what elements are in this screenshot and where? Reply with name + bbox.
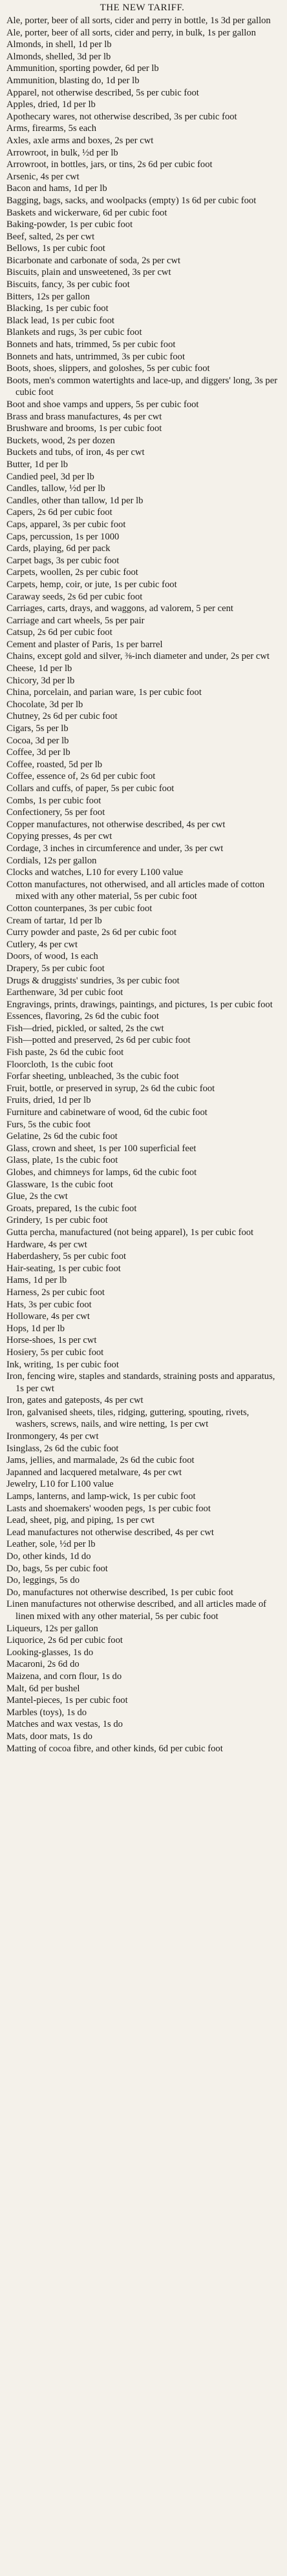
tariff-entry: Engravings, prints, drawings, paintings, and pictures, 1s per cubic foot bbox=[6, 999, 273, 1010]
tariff-entry: Bonnets and hats, untrimmed, 3s per cubic foot bbox=[6, 351, 186, 362]
tariff-entry: Carriages, carts, drays, and waggons, ad valorem, 5 per cent bbox=[6, 603, 233, 614]
tariff-entry: Liqueurs, 12s per gallon bbox=[6, 1623, 98, 1634]
tariff-entry: Jams, jellies, and marmalade, 2s 6d the cubic foot bbox=[6, 1455, 195, 1466]
tariff-entry: Cards, playing, 6d per pack bbox=[6, 543, 111, 554]
tariff-entry: Butter, 1d per lb bbox=[6, 459, 69, 470]
tariff-entry: Buckets and tubs, of iron, 4s per cwt bbox=[6, 447, 145, 458]
tariff-entry: Candles, tallow, ½d per lb bbox=[6, 483, 105, 494]
tariff-entry: Lasts and shoemakers' wooden pegs, 1s per cubic foot bbox=[6, 1503, 211, 1514]
tariff-entry: Forfar sheeting, unbleached, 3s the cubic foot bbox=[6, 1071, 179, 1082]
tariff-entry: Cordials, 12s per gallon bbox=[6, 855, 97, 866]
tariff-entry: Fish paste, 2s 6d the cubic foot bbox=[6, 1047, 124, 1058]
tariff-entry: Hair-seating, 1s per cubic foot bbox=[6, 1263, 121, 1274]
tariff-entry: Do, other kinds, 1d do bbox=[6, 1551, 91, 1562]
tariff-entry: Gelatine, 2s 6d the cubic foot bbox=[6, 1131, 118, 1142]
tariff-entry: Copper manufactures, not otherwise described, 4s per cwt bbox=[6, 819, 226, 830]
tariff-entry: Linen manufactures not otherwise described, and all articles made of linen mixed with any other material, 5s per cubic foot bbox=[6, 1599, 266, 1622]
tariff-entry: Candied peel, 3d per lb bbox=[6, 471, 94, 482]
tariff-entry: Malt, 6d per bushel bbox=[6, 1683, 80, 1694]
tariff-entry: Combs, 1s per cubic foot bbox=[6, 795, 101, 806]
tariff-entry: Lamps, lanterns, and lamp-wick, 1s per cubic foot bbox=[6, 1491, 196, 1502]
tariff-entry: Iron, galvanised sheets, tiles, ridging, guttering, spouting, rivets, washers, screws, nails, and wire netting, 1s per cwt bbox=[6, 1407, 250, 1430]
tariff-entry: Cigars, 5s per lb bbox=[6, 723, 69, 734]
tariff-entry: Fruits, dried, 1d per lb bbox=[6, 1095, 91, 1106]
tariff-entry: Candles, other than tallow, 1d per lb bbox=[6, 495, 144, 506]
tariff-entry: Beef, salted, 2s per cwt bbox=[6, 231, 95, 242]
tariff-entry: Boots, shoes, slippers, and goloshes, 5s per cubic foot bbox=[6, 363, 210, 374]
tariff-entry: Apothecary wares, not otherwise described, 3s per cubic foot bbox=[6, 111, 237, 122]
tariff-entry: Mats, door mats, 1s do bbox=[6, 1731, 92, 1742]
tariff-entry: Leather, sole, ½d per lb bbox=[6, 1539, 96, 1550]
tariff-entry: Caraway seeds, 2s 6d per cubic foot bbox=[6, 591, 143, 602]
tariff-entry: Isinglass, 2s 6d the cubic foot bbox=[6, 1443, 119, 1454]
tariff-entry: Brass and brass manufactures, 4s per cwt bbox=[6, 411, 162, 422]
tariff-entry: Bonnets and hats, trimmed, 5s per cubic foot bbox=[6, 339, 176, 350]
tariff-entry: Iron, gates and gateposts, 4s per cwt bbox=[6, 1395, 144, 1406]
tariff-entry: Drapery, 5s per cubic foot bbox=[6, 963, 105, 974]
tariff-entry: Blacking, 1s per cubic foot bbox=[6, 303, 109, 314]
tariff-entry: Bagging, bags, sacks, and woolpacks (empty) 1s 6d per cubic foot bbox=[6, 195, 257, 206]
tariff-entry: Cream of tartar, 1d per lb bbox=[6, 915, 102, 926]
tariff-entry: Clocks and watches, L10 for every L100 value bbox=[6, 867, 184, 878]
tariff-entry: Biscuits, plain and unsweetened, 3s per cwt bbox=[6, 267, 171, 278]
tariff-entry: Blankets and rugs, 3s per cubic foot bbox=[6, 327, 142, 338]
tariff-entry: Baskets and wickerware, 6d per cubic foot bbox=[6, 207, 167, 218]
tariff-entry: Essences, flavoring, 2s 6d the cubic foot bbox=[6, 1011, 159, 1022]
tariff-entry: Hops, 1d per lb bbox=[6, 1323, 65, 1334]
tariff-entry: Holloware, 4s per cwt bbox=[6, 1311, 90, 1322]
tariff-title: THE NEW TARIFF. bbox=[100, 3, 185, 13]
tariff-entry: Chicory, 3d per lb bbox=[6, 675, 75, 686]
tariff-entry: Matting of cocoa fibre, and other kinds, 6d per cubic foot bbox=[6, 1743, 223, 1754]
tariff-entry: Matches and wax vestas, 1s do bbox=[6, 1719, 123, 1730]
tariff-entry: China, porcelain, and parian ware, 1s per cubic foot bbox=[6, 687, 202, 698]
tariff-entry: Cocoa, 3d per lb bbox=[6, 735, 69, 746]
tariff-entry: Arms, firearms, 5s each bbox=[6, 123, 96, 134]
tariff-entry: Horse-shoes, 1s per cwt bbox=[6, 1335, 97, 1346]
tariff-entry: Floorcloth, 1s the cubic foot bbox=[6, 1059, 113, 1070]
tariff-entry: Hosiery, 5s per cubic foot bbox=[6, 1347, 104, 1358]
tariff-entry: Caps, percussion, 1s per 1000 bbox=[6, 531, 120, 542]
tariff-entry: Do, leggings, 5s do bbox=[6, 1575, 80, 1586]
tariff-entry: Carpet bags, 3s per cubic foot bbox=[6, 555, 120, 566]
tariff-entry: Looking-glasses, 1s do bbox=[6, 1647, 94, 1658]
tariff-entry: Cutlery, 4s per cwt bbox=[6, 939, 78, 950]
tariff-entry: Boots, men's common watertights and lace-up, and diggers' long, 3s per cubic foot bbox=[6, 375, 278, 398]
tariff-entry-list bbox=[6, 15, 278, 1755]
tariff-entry: Boot and shoe vamps and uppers, 5s per cubic foot bbox=[6, 399, 199, 410]
tariff-entry: Axles, axle arms and boxes, 2s per cwt bbox=[6, 135, 154, 146]
tariff-entry: Macaroni, 2s 6d do bbox=[6, 1659, 80, 1670]
tariff-entry: Carriage and cart wheels, 5s per pair bbox=[6, 615, 145, 626]
tariff-entry: Jewelry, L10 for L100 value bbox=[6, 1479, 114, 1490]
tariff-entry: Cordage, 3 inches in circumference and under, 3s per cwt bbox=[6, 843, 224, 854]
tariff-entry: Arrowroot, in bottles, jars, or tins, 2s 6d per cubic foot bbox=[6, 159, 213, 170]
tariff-entry: Mantel-pieces, 1s per cubic foot bbox=[6, 1695, 128, 1706]
tariff-entry: Marbles (toys), 1s do bbox=[6, 1707, 87, 1718]
tariff-entry: Coffee, essence of, 2s 6d per cubic foot bbox=[6, 771, 156, 782]
tariff-entry: Arsenic, 4s per cwt bbox=[6, 171, 80, 182]
tariff-entry: Coffee, roasted, 5d per lb bbox=[6, 759, 103, 770]
tariff-entry: Fruit, bottle, or preserved in syrup, 2s 6d the cubic foot bbox=[6, 1083, 215, 1094]
tariff-entry: Copying presses, 4s per cwt bbox=[6, 831, 112, 842]
tariff-entry: Glue, 2s the cwt bbox=[6, 1191, 68, 1202]
tariff-entry: Black lead, 1s per cubic foot bbox=[6, 315, 114, 326]
tariff-entry: Collars and cuffs, of paper, 5s per cubic foot bbox=[6, 783, 175, 794]
tariff-entry: Glass, plate, 1s the cubic foot bbox=[6, 1155, 118, 1166]
tariff-entry: Almonds, shelled, 3d per lb bbox=[6, 51, 111, 62]
tariff-entry: Do, bags, 5s per cubic foot bbox=[6, 1563, 108, 1574]
tariff-entry: Liquorice, 2s 6d per cubic foot bbox=[6, 1635, 123, 1646]
tariff-entry: Furniture and cabinetware of wood, 6d the cubic foot bbox=[6, 1107, 207, 1118]
tariff-entry: Doors, of wood, 1s each bbox=[6, 951, 98, 962]
tariff-entry: Ink, writing, 1s per cubic foot bbox=[6, 1359, 119, 1370]
tariff-entry: Ammunition, blasting do, 1d per lb bbox=[6, 75, 140, 86]
tariff-entry: Lead, sheet, pig, and piping, 1s per cwt bbox=[6, 1515, 154, 1526]
tariff-entry: Fish—potted and preserved, 2s 6d per cubic foot bbox=[6, 1035, 191, 1046]
tariff-entry: Harness, 2s per cubic foot bbox=[6, 1287, 105, 1298]
tariff-entry: Carpets, hemp, coir, or jute, 1s per cubic foot bbox=[6, 579, 177, 590]
tariff-entry: Bacon and hams, 1d per lb bbox=[6, 183, 107, 194]
tariff-entry: Grindery, 1s per cubic foot bbox=[6, 1215, 108, 1226]
tariff-entry: Bellows, 1s per cubic foot bbox=[6, 243, 105, 254]
tariff-entry: Chutney, 2s 6d per cubic foot bbox=[6, 711, 118, 722]
tariff-entry: Iron, fencing wire, staples and standards, straining posts and apparatus, 1s per cwt bbox=[6, 1371, 275, 1394]
tariff-entry: Chains, except gold and silver, ⅜-inch diameter and under, 2s per cwt bbox=[6, 651, 270, 662]
tariff-entry: Maizena, and corn flour, 1s do bbox=[6, 1671, 122, 1682]
tariff-entry: Almonds, in shell, 1d per lb bbox=[6, 39, 112, 50]
tariff-entry: Groats, prepared, 1s the cubic foot bbox=[6, 1203, 137, 1214]
tariff-entry: Gutta percha, manufactured (not being apparel), 1s per cubic foot bbox=[6, 1227, 254, 1238]
tariff-entry: Fish—dried, pickled, or salted, 2s the cwt bbox=[6, 1023, 164, 1034]
tariff-entry: Drugs & druggists' sundries, 3s per cubic foot bbox=[6, 975, 180, 986]
tariff-entry: Ironmongery, 4s per cwt bbox=[6, 1431, 99, 1442]
tariff-entry: Bicarbonate and carbonate of soda, 2s per cwt bbox=[6, 255, 181, 266]
tariff-entry: Furs, 5s the cubic foot bbox=[6, 1119, 91, 1130]
tariff-entry: Apparel, not otherwise described, 5s per cubic foot bbox=[6, 87, 199, 98]
tariff-entry: Coffee, 3d per lb bbox=[6, 747, 70, 758]
tariff-entry: Buckets, wood, 2s per dozen bbox=[6, 435, 115, 446]
tariff-entry: Carpets, woollen, 2s per cubic foot bbox=[6, 567, 138, 578]
tariff-entry: Hardware, 4s per cwt bbox=[6, 1239, 87, 1250]
tariff-entry: Ale, porter, beer of all sorts, cider and perry, in bulk, 1s per gallon bbox=[6, 27, 256, 38]
tariff-entry: Ale, porter, beer of all sorts, cider and perry in bottle, 1s 3d per gallon bbox=[6, 15, 271, 26]
tariff-entry: Glass, crown and sheet, 1s per 100 superficial feet bbox=[6, 1143, 197, 1154]
tariff-entry: Biscuits, fancy, 3s per cubic foot bbox=[6, 279, 130, 290]
tariff-entry: Cheese, 1d per lb bbox=[6, 663, 72, 674]
tariff-entry: Hats, 3s per cubic foot bbox=[6, 1299, 92, 1310]
tariff-entry: Cement and plaster of Paris, 1s per barrel bbox=[6, 639, 163, 650]
tariff-entry: Glassware, 1s the cubic foot bbox=[6, 1179, 113, 1190]
tariff-entry: Hams, 1d per lb bbox=[6, 1275, 67, 1286]
tariff-entry: Arrowroot, in bulk, ½d per lb bbox=[6, 147, 118, 158]
tariff-entry: Haberdashery, 5s per cubic foot bbox=[6, 1251, 127, 1262]
tariff-entry: Curry powder and paste, 2s 6d per cubic foot bbox=[6, 927, 177, 938]
tariff-entry: Cotton manufactures, not otherwised, and all articles made of cotton mixed with any other material, 5s per cubic foot bbox=[6, 879, 265, 902]
tariff-entry: Confectionery, 5s per foot bbox=[6, 807, 105, 818]
tariff-entry: Caps, apparel, 3s per cubic foot bbox=[6, 519, 126, 530]
tariff-entry: Baking-powder, 1s per cubic foot bbox=[6, 219, 133, 230]
tariff-entry: Japanned and lacquered metalware, 4s per cwt bbox=[6, 1467, 182, 1478]
tariff-entry: Lead manufactures not otherwise described, 4s per cwt bbox=[6, 1527, 214, 1538]
tariff-entry: Earthenware, 3d per cubic foot bbox=[6, 987, 123, 998]
tariff-entry: Cotton counterpanes, 3s per cubic foot bbox=[6, 903, 153, 914]
tariff-entry: Ammunition, sporting powder, 6d per lb bbox=[6, 63, 159, 74]
tariff-entry: Brushware and brooms, 1s per cubic foot bbox=[6, 423, 162, 434]
tariff-entry: Globes, and chimneys for lamps, 6d the cubic foot bbox=[6, 1167, 197, 1178]
tariff-entry: Catsup, 2s 6d per cubic foot bbox=[6, 627, 112, 638]
tariff-entry: Capers, 2s 6d per cubic foot bbox=[6, 507, 112, 518]
tariff-entry: Bitters, 12s per gallon bbox=[6, 291, 90, 302]
tariff-entry: Apples, dried, 1d per lb bbox=[6, 99, 96, 110]
tariff-entry: Do, manufactures not otherwise described, 1s per cubic foot bbox=[6, 1587, 233, 1598]
tariff-entry: Chocolate, 3d per lb bbox=[6, 699, 83, 710]
